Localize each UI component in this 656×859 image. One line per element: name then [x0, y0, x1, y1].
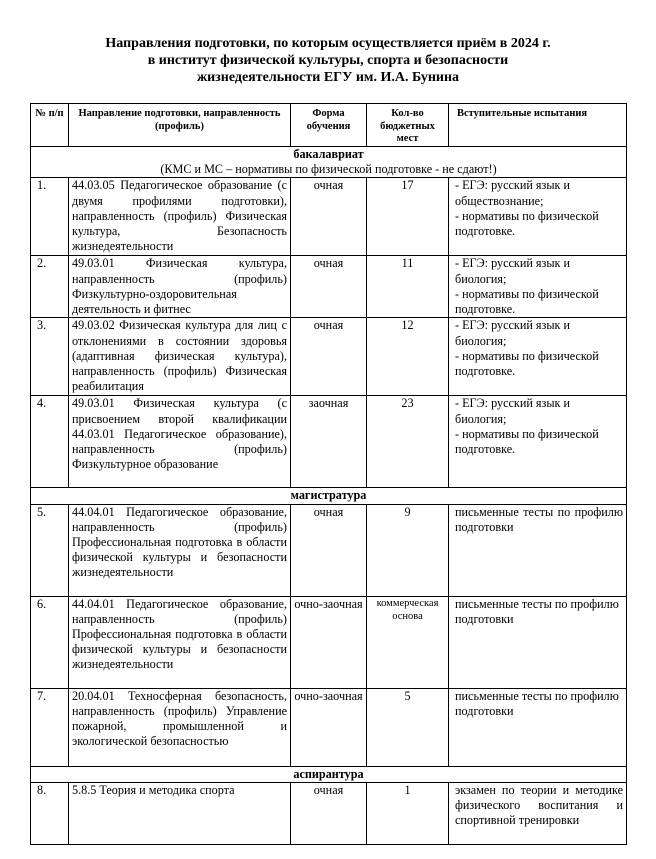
header-seats: Кол-во бюджетных мест: [367, 104, 449, 147]
row-exams: [449, 782, 627, 844]
row-seats: 12: [367, 318, 449, 396]
row-form: очная: [291, 178, 367, 256]
row-num: 3.: [31, 318, 69, 396]
section-postgrad-label: аспирантура: [31, 766, 627, 782]
table-row: [31, 178, 627, 256]
table-header-row: [31, 104, 627, 147]
header-exams: Вступительные испытания: [449, 104, 627, 147]
row-form: очная: [291, 318, 367, 396]
row-num: 4.: [31, 396, 69, 488]
exam-line: - нормативы по физической подготовке.: [455, 286, 599, 317]
row-seats: 11: [367, 256, 449, 318]
exam-line: - нормативы по физической подготовке.: [455, 348, 599, 379]
row-seats: коммерческая основа: [367, 596, 449, 688]
row-form: очно-заочная: [291, 596, 367, 688]
row-num: 6.: [31, 596, 69, 688]
row-seats: 1: [367, 782, 449, 844]
section-bachelor-label: бакалавриат: [293, 147, 364, 161]
row-direction: 44.04.01 Педагогическое образование, направленность (профиль) Профессиональная подготовка в области физической культуры и безопасности жизнедеятельности: [69, 596, 291, 688]
row-num: 7.: [31, 688, 69, 766]
section-master-label: магистратура: [31, 488, 627, 504]
exam-line: - ЕГЭ: русский язык и биология;: [455, 256, 571, 286]
admission-table: [30, 103, 627, 845]
row-num: 5.: [31, 504, 69, 596]
row-direction: 49.03.01 Физическая культура (с присвоением второй квалификации 44.03.01 Педагогическое образование), направленность (профиль) Физкультурное образование: [69, 396, 291, 488]
row-num: 8.: [31, 782, 69, 844]
row-seats: 17: [367, 178, 449, 256]
exam-line: - ЕГЭ: русский язык и обществознание;: [455, 178, 571, 208]
row-exams: [449, 396, 627, 488]
row-num: 1.: [31, 178, 69, 256]
exam-line: - нормативы по физической подготовке.: [455, 426, 599, 457]
header-direction: Направление подготовки, направленность (профиль): [69, 104, 291, 147]
row-exams: [449, 318, 627, 396]
header-form: Форма обучения: [291, 104, 367, 147]
row-form: очно-заочная: [291, 688, 367, 766]
title-line-3: жизнедеятельности ЕГУ им. И.А. Бунина: [196, 70, 460, 85]
table-row: [31, 318, 627, 396]
row-exams: [449, 256, 627, 318]
table-row: [31, 596, 627, 688]
title-line-2: в институт физической культуры, спорта и безопасности: [147, 53, 509, 68]
title-line-1: Направления подготовки, по которым осуществляется приём в 2024 г.: [105, 36, 551, 51]
row-form: очная: [291, 504, 367, 596]
row-num: 2.: [31, 256, 69, 318]
row-direction: 44.03.05 Педагогическое образование (с двумя профилями подготовки), направленность (профиль) Физическая культура, Безопасность жизнедеятельности: [69, 178, 291, 256]
exam-line: - ЕГЭ: русский язык и биология;: [455, 396, 571, 426]
exam-line: письменные тесты по профилю подготовки: [455, 596, 619, 626]
row-seats: 9: [367, 504, 449, 596]
table-row: [31, 782, 627, 844]
row-direction: 44.04.01 Педагогическое образование, направленность (профиль) Профессиональная подготовка в области физической культуры и безопасности жизнедеятельности: [69, 504, 291, 596]
header-num: № п/п: [31, 104, 69, 147]
row-form: очная: [291, 256, 367, 318]
exam-line: - ЕГЭ: русский язык и биология;: [455, 318, 571, 348]
document-title: [40, 35, 616, 86]
row-exams: [449, 178, 627, 256]
exam-line: письменные тесты по профилю подготовки: [455, 504, 623, 534]
section-bachelor: [31, 147, 627, 178]
row-form: очная: [291, 782, 367, 844]
row-direction: 49.03.01 Физическая культура, направленность (профиль) Физкультурно-оздоровительная деятельность и фитнес: [69, 256, 291, 318]
row-seats: 5: [367, 688, 449, 766]
exam-line: экзамен по теории и методике физического воспитания и спортивной тренировки: [455, 782, 623, 828]
section-master: [31, 488, 627, 504]
table-row: [31, 256, 627, 318]
row-form: заочная: [291, 396, 367, 488]
exam-line: письменные тесты по профилю подготовки: [455, 688, 619, 718]
table-row: [31, 504, 627, 596]
row-direction: 20.04.01 Техносферная безопасность, направленность (профиль) Управление пожарной, промышленной и экологической безопасностью: [69, 688, 291, 766]
row-exams: [449, 596, 627, 688]
section-postgrad: [31, 766, 627, 782]
row-exams: [449, 688, 627, 766]
table-row: [31, 396, 627, 488]
section-bachelor-note: (КМС и МС – нормативы по физической подготовке - не сдают!): [160, 162, 497, 177]
row-direction: 49.03.02 Физическая культура для лиц с отклонениями в состоянии здоровья (адаптивная физическая культура), направленность (профиль) Физическая реабилитация: [69, 318, 291, 396]
row-exams: [449, 504, 627, 596]
row-seats: 23: [367, 396, 449, 488]
row-direction: 5.8.5 Теория и методика спорта: [69, 782, 291, 844]
table-row: [31, 688, 627, 766]
exam-line: - нормативы по физической подготовке.: [455, 208, 599, 239]
